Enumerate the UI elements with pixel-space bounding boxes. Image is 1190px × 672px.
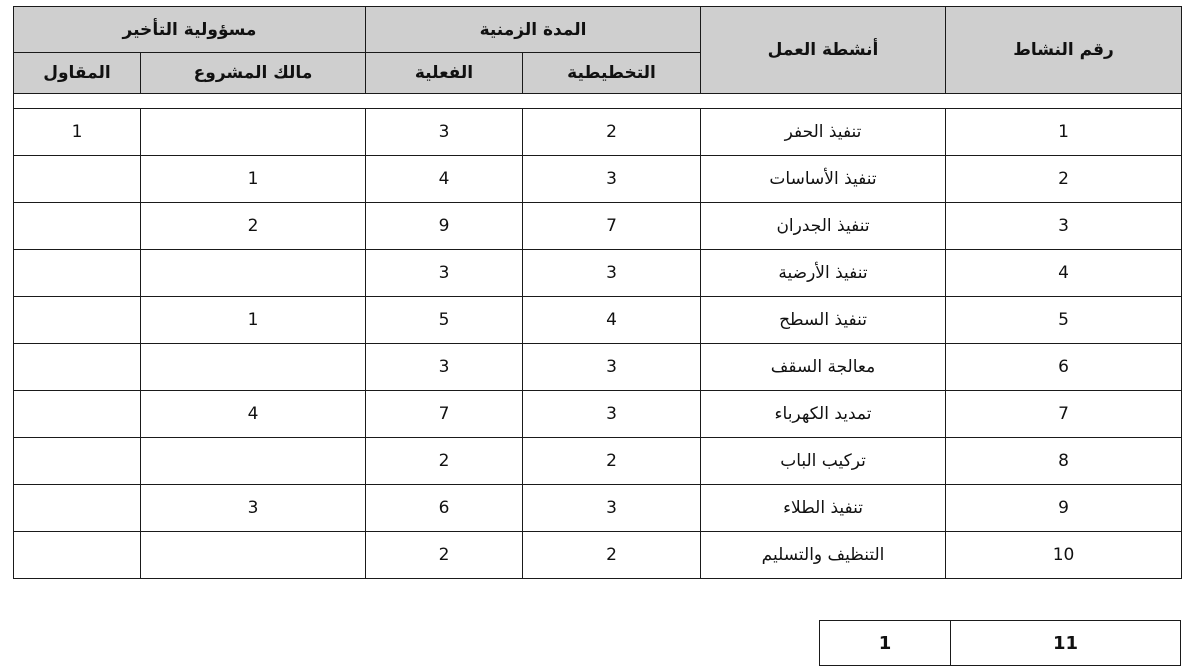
planned-cell: 3: [523, 156, 701, 203]
table-row: [14, 250, 1182, 297]
activity-cell: تنفيذ الحفر: [701, 109, 946, 156]
contractor-cell: [14, 203, 141, 250]
activity-number-header: رقم النشاط: [946, 7, 1182, 94]
planned-cell: 7: [523, 203, 701, 250]
contractor-total: 1: [820, 621, 951, 666]
number-cell: 3: [946, 203, 1182, 250]
totals-table: [819, 620, 1181, 666]
actual-cell: 6: [366, 485, 523, 532]
owner-cell: [141, 438, 366, 485]
table-row: [14, 297, 1182, 344]
contractor-cell: [14, 532, 141, 579]
table-row: [14, 344, 1182, 391]
activity-cell: تمديد الكهرباء: [701, 391, 946, 438]
actual-cell: 7: [366, 391, 523, 438]
owner-total: 11: [951, 621, 1181, 666]
planned-cell: 3: [523, 250, 701, 297]
table-row: [14, 156, 1182, 203]
planned-header: التخطيطية: [523, 53, 701, 94]
actual-cell: 3: [366, 344, 523, 391]
contractor-cell: [14, 344, 141, 391]
contractor-cell: [14, 297, 141, 344]
number-cell: 10: [946, 532, 1182, 579]
contractor-header: المقاول: [14, 53, 141, 94]
owner-cell: [141, 109, 366, 156]
table-row: [14, 109, 1182, 156]
activity-cell: تنفيذ الطلاء: [701, 485, 946, 532]
contractor-cell: 1: [14, 109, 141, 156]
planned-cell: 3: [523, 391, 701, 438]
table-row: [14, 391, 1182, 438]
actual-cell: 3: [366, 250, 523, 297]
owner-cell: [141, 344, 366, 391]
actual-cell: 9: [366, 203, 523, 250]
actual-cell: 2: [366, 532, 523, 579]
contractor-cell: [14, 391, 141, 438]
owner-header: مالك المشروع: [141, 53, 366, 94]
actual-cell: 2: [366, 438, 523, 485]
contractor-cell: [14, 250, 141, 297]
owner-cell: 2: [141, 203, 366, 250]
contractor-cell: [14, 156, 141, 203]
actual-cell: 3: [366, 109, 523, 156]
number-cell: 8: [946, 438, 1182, 485]
planned-cell: 3: [523, 485, 701, 532]
number-cell: 5: [946, 297, 1182, 344]
table-row: [14, 485, 1182, 532]
planned-cell: 2: [523, 438, 701, 485]
number-cell: 2: [946, 156, 1182, 203]
owner-cell: [141, 250, 366, 297]
planned-cell: 3: [523, 344, 701, 391]
activities-header: أنشطة العمل: [701, 7, 946, 94]
number-cell: 6: [946, 344, 1182, 391]
number-cell: 7: [946, 391, 1182, 438]
table-row: [14, 438, 1182, 485]
owner-cell: 3: [141, 485, 366, 532]
table-row: [14, 532, 1182, 579]
spacer-row: [14, 94, 1182, 109]
planned-cell: 4: [523, 297, 701, 344]
owner-cell: 4: [141, 391, 366, 438]
activity-cell: تنفيذ الجدران: [701, 203, 946, 250]
planned-cell: 2: [523, 109, 701, 156]
number-cell: 1: [946, 109, 1182, 156]
contractor-cell: [14, 438, 141, 485]
actual-cell: 5: [366, 297, 523, 344]
activity-cell: تركيب الباب: [701, 438, 946, 485]
delay-responsibility-header: مسؤولية التأخير: [14, 7, 366, 53]
actual-cell: 4: [366, 156, 523, 203]
duration-header: المدة الزمنية: [366, 7, 701, 53]
activity-cell: تنفيذ الأساسات: [701, 156, 946, 203]
number-cell: 4: [946, 250, 1182, 297]
owner-cell: 1: [141, 156, 366, 203]
activity-cell: تنفيذ الأرضية: [701, 250, 946, 297]
number-cell: 9: [946, 485, 1182, 532]
contractor-cell: [14, 485, 141, 532]
owner-cell: [141, 532, 366, 579]
activity-cell: معالجة السقف: [701, 344, 946, 391]
activity-cell: تنفيذ السطح: [701, 297, 946, 344]
actual-header: الفعلية: [366, 53, 523, 94]
activity-cell: التنظيف والتسليم: [701, 532, 946, 579]
delay-table: [13, 6, 1182, 579]
table-row: [14, 203, 1182, 250]
owner-cell: 1: [141, 297, 366, 344]
planned-cell: 2: [523, 532, 701, 579]
